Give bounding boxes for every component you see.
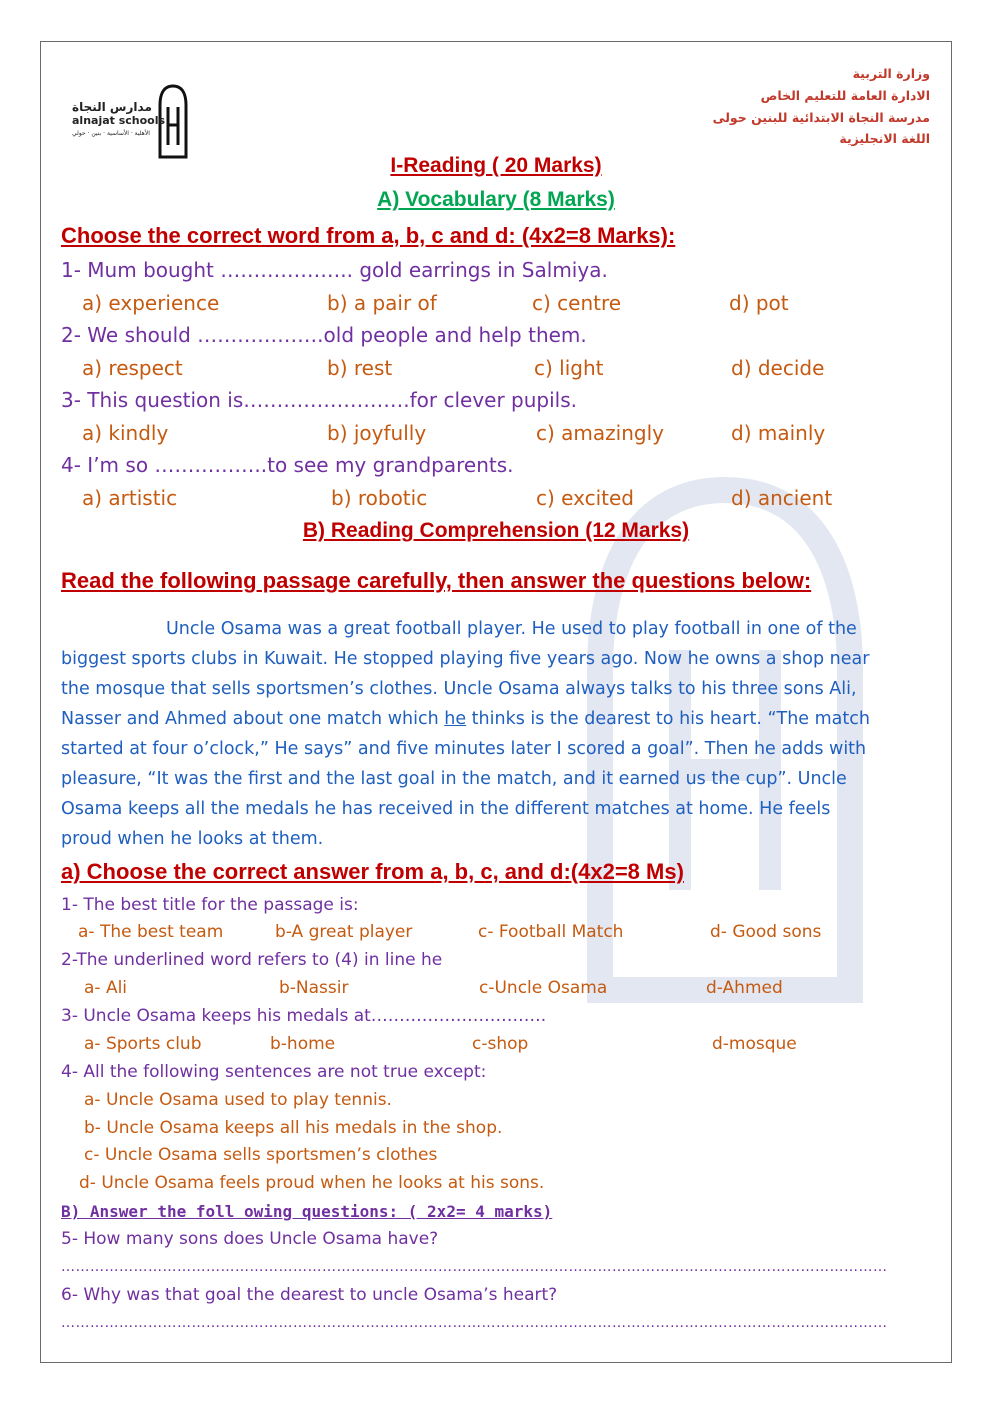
passage-line-4-end: thinks is the dearest to his heart. “The match	[466, 709, 870, 729]
vocab-q1-option-d: d) pot	[729, 291, 789, 315]
comp-q1-option-c: c- Football Match	[478, 922, 624, 942]
comp-q3-option-d: d-mosque	[712, 1034, 797, 1054]
passage-line-6: pleasure, “It was the first and the last goal in the match, and it earned us the cup”. Uncle	[61, 769, 847, 789]
section-title: I-Reading ( 20 Marks)	[390, 154, 602, 177]
vocab-question-3: 3- This question is…………………….for clever pupils.	[61, 388, 578, 412]
comp-question-3: 3- Uncle Osama keeps his medals at………………………….	[61, 1006, 547, 1026]
comp-q2-option-b: b-Nassir	[279, 978, 349, 998]
underlined-word: he	[444, 709, 467, 729]
comp-q3-option-b: b-home	[270, 1034, 336, 1054]
vocab-q4-option-a: a) artistic	[82, 486, 178, 510]
vocab-q2-option-a: a) respect	[82, 356, 183, 380]
vocab-q1-option-a: a) experience	[82, 291, 220, 315]
comp-q1-option-a: a- The best team	[78, 922, 224, 942]
comp-question-1: 1- The best title for the passage is:	[61, 895, 359, 915]
comp-q4-option-b: b- Uncle Osama keeps all his medals in the shop.	[84, 1118, 503, 1138]
comp-q2-option-d: d-Ahmed	[706, 978, 783, 998]
vocab-q3-option-c: c) amazingly	[536, 421, 664, 445]
vocab-q3-option-b: b) joyfully	[327, 421, 427, 445]
vocab-q4-option-b: b) robotic	[331, 486, 428, 510]
comprehension-title: B) Reading Comprehension (12 Marks)	[302, 519, 690, 542]
comp-q4-option-d: d- Uncle Osama feels proud when he looks at his sons.	[79, 1173, 545, 1193]
comp-q4-option-a: a- Uncle Osama used to play tennis.	[84, 1090, 392, 1110]
passage-line-4-start: Nasser and Ahmed about one match which	[61, 709, 445, 729]
vocab-q4-option-c: c) excited	[536, 486, 634, 510]
comp-q1-option-d: d- Good sons	[710, 922, 822, 942]
logo-english: alnajat schools	[72, 114, 166, 127]
answer-line-5[interactable]: ………………………………………………………………………………………………………………………………………………………	[61, 1259, 888, 1275]
passage-line-8: proud when he looks at them.	[61, 829, 324, 849]
header-subject: اللغة الانجليزية	[839, 131, 930, 146]
passage-line-1: Uncle Osama was a great football player. He used to play football in one of the	[166, 619, 857, 639]
comp-q1-option-b: b-A great player	[275, 922, 413, 942]
comp-q2-option-c: c-Uncle Osama	[479, 978, 608, 998]
comp-q3-option-a: a- Sports club	[84, 1034, 202, 1054]
vocab-q1-option-c: c) centre	[532, 291, 622, 315]
vocab-question-1: 1- Mum bought ……………….. gold earrings in Salmiya.	[61, 258, 608, 282]
passage-line-4	[61, 709, 870, 729]
logo-arabic: مدارس النجاة	[72, 100, 152, 114]
header-admin: الادارة العامة للتعليم الخاص	[760, 88, 930, 103]
comp-q2-option-a: a- Ali	[84, 978, 128, 998]
logo-tagline: الأهلية · الأساسية · بنين · حولي	[72, 130, 150, 137]
comp-q4-option-c: c- Uncle Osama sells sportsmen’s clothes	[84, 1145, 438, 1165]
part-b-title: B) Answer the foll owing questions: ( 2x2= 4 marks)	[61, 1202, 553, 1221]
question-6: 6- Why was that goal the dearest to uncle Osama’s heart?	[61, 1285, 558, 1305]
comp-q3-option-c: c-shop	[472, 1034, 529, 1054]
vocab-q2-option-c: c) light	[534, 356, 604, 380]
comprehension-instruction: Read the following passage carefully, then answer the questions below:	[61, 568, 812, 593]
vocab-question-4: 4- I’m so ……………..to see my grandparents.	[61, 453, 514, 477]
passage-line-3: the mosque that sells sportsmen’s clothes. Uncle Osama always talks to his three sons Ali,	[61, 679, 857, 699]
vocab-q3-option-d: d) mainly	[731, 421, 826, 445]
passage-line-5: started at four o’clock,” He says” and five minutes later I scored a goal”. Then he adds with	[61, 739, 867, 759]
passage-line-2: biggest sports clubs in Kuwait. He stopped playing five years ago. Now he owns a shop near	[61, 649, 870, 669]
vocab-title: A) Vocabulary (8 Marks)	[377, 188, 615, 211]
comp-question-2: 2-The underlined word refers to (4) in line he	[61, 950, 443, 970]
passage-line-7: Osama keeps all the medals he has received in the different matches at home. He feels	[61, 799, 831, 819]
header-school: مدرسة النجاة الابتدائية للبنين حولى	[712, 110, 930, 125]
vocab-q3-option-a: a) kindly	[82, 421, 169, 445]
comp-question-4: 4- All the following sentences are not true except:	[61, 1062, 487, 1082]
vocab-q4-option-d: d) ancient	[731, 486, 833, 510]
vocab-question-2: 2- We should ……………….old people and help them.	[61, 323, 587, 347]
school-logo	[72, 83, 190, 161]
header-ministry: وزارة التربية	[852, 66, 930, 81]
vocab-q1-option-b: b) a pair of	[327, 291, 437, 315]
vocab-q2-option-d: d) decide	[731, 356, 825, 380]
vocab-instruction: Choose the correct word from a, b, c and d: (4x2=8 Marks):	[61, 223, 676, 248]
answer-line-6[interactable]: ………………………………………………………………………………………………………………………………………………………	[61, 1315, 888, 1331]
part-a-title: a) Choose the correct answer from a, b, c, and d:(4x2=8 Ms)	[61, 859, 684, 884]
question-5: 5- How many sons does Uncle Osama have?	[61, 1229, 439, 1249]
logo-text	[72, 101, 165, 140]
vocab-q2-option-b: b) rest	[327, 356, 393, 380]
